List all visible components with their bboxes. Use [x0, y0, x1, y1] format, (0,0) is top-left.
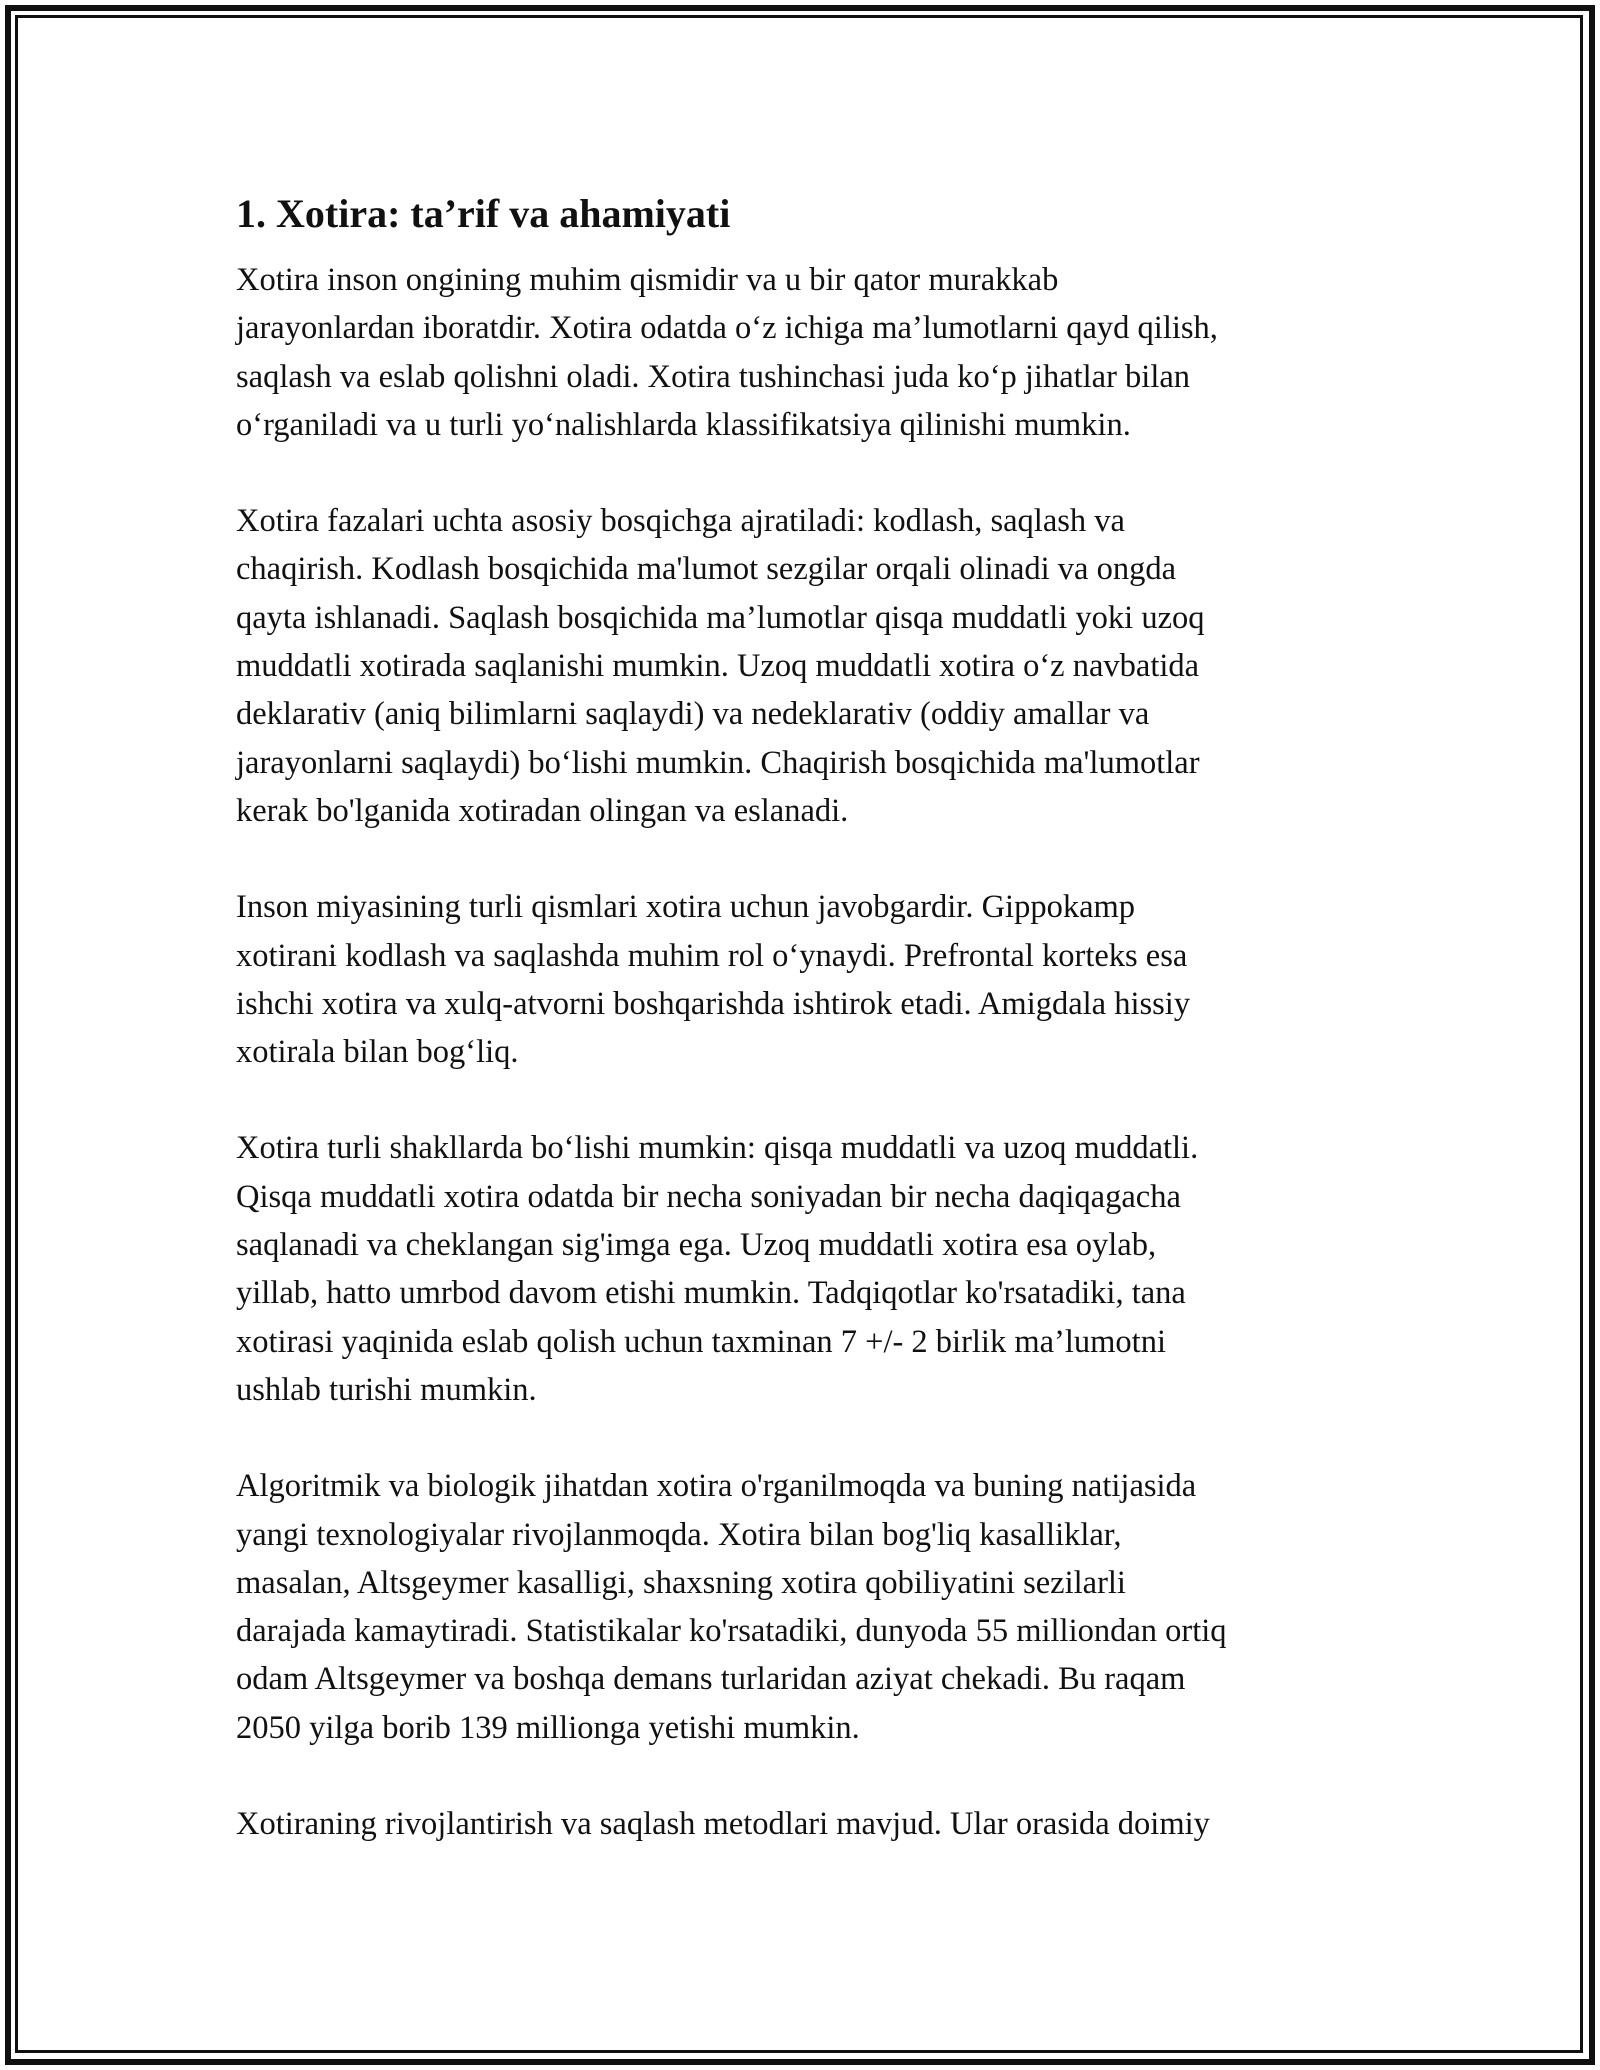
section-heading: 1. Xotira: ta’rif va ahamiyati [236, 191, 731, 236]
paragraph-methods [236, 1800, 1376, 1848]
paragraph-definition [236, 256, 1376, 449]
text-line: Xotiraning rivojlantirish va saqlash metodlari mavjud. Ular orasida doimiy [236, 1806, 1210, 1843]
text-line: xotirasi yaqinida eslab qolish uchun taxminan 7 +/- 2 birlik ma’lumotni [236, 1323, 1166, 1360]
text-line: Xotira fazalari uchta asosiy bosqichga ajratiladi: kodlash, saqlash va [236, 503, 1125, 540]
text-line: muddatli xotirada saqlanishi mumkin. Uzoq muddatli xotira o‘z navbatida [236, 648, 1200, 685]
paragraph-brain-regions [236, 883, 1376, 1076]
text-line: o‘rganiladi va u turli yo‘nalishlarda klassifikatsiya qilinishi mumkin. [236, 406, 1131, 443]
text-line: kerak bo'lganida xotiradan olingan va eslanadi. [236, 792, 849, 829]
paragraph-research-diseases [236, 1462, 1376, 1752]
text-line: xotirani kodlash va saqlashda muhim rol o‘ynaydi. Prefrontal korteks esa [236, 937, 1188, 974]
text-line: ushlab turishi mumkin. [236, 1371, 537, 1408]
text-line: Xotira inson ongining muhim qismidir va u bir qator murakkab [236, 262, 1059, 298]
text-line: yillab, hatto umrbod davom etishi mumkin. Tadqiqotlar ko'rsatadiki, tana [236, 1275, 1186, 1312]
text-line: jarayonlardan iboratdir. Xotira odatda o‘z ichiga ma’lumotlarni qayd qilish, [236, 310, 1218, 347]
text-line: deklarativ (aniq bilimlarni saqlaydi) va nedeklarativ (oddiy amallar va [236, 696, 1150, 733]
text-line: 2050 yilga borib 139 millionga yetishi mumkin. [236, 1709, 860, 1746]
text-line: masalan, Altsgeymer kasalligi, shaxsning xotira qobiliyatini sezilarli [236, 1564, 1126, 1601]
text-line: chaqirish. Kodlash bosqichida ma'lumot sezgilar orqali olinadi va ongda [236, 551, 1177, 588]
text-line: saqlanadi va cheklangan sig'imga ega. Uzoq muddatli xotira esa oylab, [236, 1227, 1157, 1264]
text-line: Qisqa muddatli xotira odatda bir necha soniyadan bir necha daqiqagacha [236, 1178, 1181, 1215]
text-line: jarayonlarni saqlaydi) bo‘lishi mumkin. Chaqirish bosqichida ma'lumotlar [236, 744, 1200, 781]
paragraph-phases [236, 497, 1376, 835]
text-line: qayta ishlanadi. Saqlash bosqichida ma’lumotlar qisqa muddatli yoki uzoq [236, 599, 1205, 636]
text-line: Algoritmik va biologik jihatdan xotira o'rganilmoqda va buning natijasida [236, 1468, 1197, 1505]
text-line: darajada kamaytiradi. Statistikalar ko'rsatadiki, dunyoda 55 milliondan ortiq [236, 1613, 1227, 1650]
text-line: yangi texnologiyalar rivojlanmoqda. Xotira bilan bog'liq kasalliklar, [236, 1516, 1122, 1553]
text-line: xotirala bilan bog‘liq. [236, 1034, 519, 1071]
text-line: Xotira turli shakllarda bo‘lishi mumkin: qisqa muddatli va uzoq muddatli. [236, 1130, 1199, 1167]
text-line: ishchi xotira va xulq-atvorni boshqarishda ishtirok etadi. Amigdala hissiy [236, 985, 1191, 1022]
paragraph-memory-types [236, 1124, 1376, 1414]
document-body [236, 186, 1376, 1896]
text-line: odam Altsgeymer va boshqa demans turlaridan aziyat chekadi. Bu raqam [236, 1661, 1186, 1698]
text-line: Inson miyasining turli qismlari xotira uchun javobgardir. Gippokamp [236, 889, 1136, 926]
text-line: saqlash va eslab qolishni oladi. Xotira tushinchasi juda ko‘p jihatlar bilan [236, 358, 1191, 395]
